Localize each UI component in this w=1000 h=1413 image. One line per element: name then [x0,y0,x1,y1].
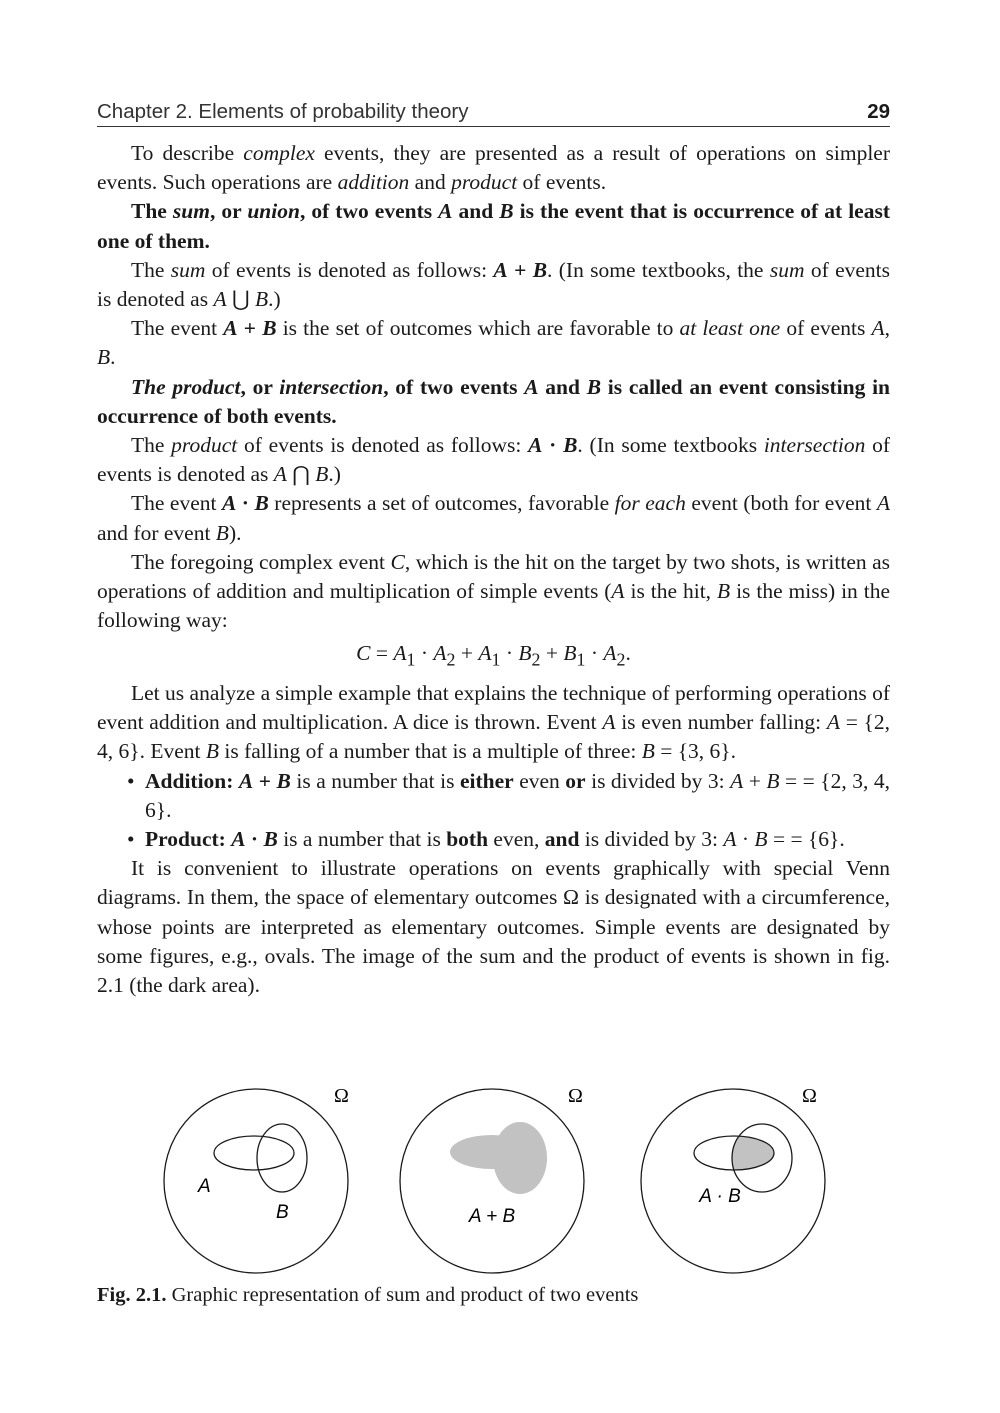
venn-diagram-events [164,1085,349,1273]
bullet-product: • Product: A · B is a number that is both even, and is divided by 3: A · B = = {6}. [127,826,845,851]
paragraph-venn: It is convenient to illustrate operations on events graphically with special Venn diagrams. In them, the space of elementary outcomes Ω is designated with a circumference, whose points are interpreted as elementary outcomes. Simple events are designated by some figures, e.g., ovals. The image of the sum and the product of events is shown in fig. 2.1 (the dark area). [97,856,890,997]
venn-diagrams-svg [150,1080,840,1280]
omega-label: Ω [802,1085,817,1107]
body-text [97,139,890,1000]
sample-space-circle [641,1089,825,1273]
page [97,100,890,1000]
venn-diagram-sum [400,1085,584,1273]
page-number: 29 [867,100,890,123]
sample-space-circle [164,1089,348,1273]
caption-label: Fig. 2.1. [97,1284,167,1306]
formula: $C = A_1 \cdot A_2 + A_1 \cdot B_2 + B_1 \cdot A_2$. [356,641,631,670]
sum-region-oval-b [493,1122,547,1194]
sample-space-circle [400,1089,584,1273]
paragraph-product-notation: The product of events is denoted as follows: A · B. (In some textbooks intersection of events is denoted as A ⋂ B.) [97,433,890,487]
event-b-label: B [276,1202,289,1223]
paragraph-intro: To describe complex events, they are presented as a result of operations on simpler events. Such operations are addition and product of events. [97,141,890,195]
event-a-label: A [198,1176,211,1197]
caption-text: Graphic representation of sum and product of two events [171,1284,639,1306]
running-header [97,100,890,127]
definition-product: The product, or intersection, of two events A and B is called an event consisting in occurrence of both events. [97,374,891,428]
bullet-addition: • Addition: A + B is a number that is either even or is divided by 3: A + B = = {2, 3, 4, 6}. [127,768,890,822]
chapter-title: Chapter 2. Elements of probability theory [97,100,469,123]
paragraph-product-meaning: The event A · B represents a set of outcomes, favorable for each event (both for event A and for event B). [97,491,890,545]
figure-caption [97,1284,638,1307]
event-b-oval [257,1124,307,1192]
sum-label: A + B [468,1206,516,1227]
paragraph-complex-event: The foregoing complex event C, which is the hit on the target by two shots, is written as operations of addition and multiplication of simple events (A is the hit, B is the miss) in the following way: [97,549,891,633]
paragraph-sum-notation: The sum of events is denoted as follows: A + B. (In some textbooks, the sum of events is denoted as A ⋃ B.) [97,257,890,312]
event-a-oval [214,1136,294,1170]
paragraph-example: Let us analyze a simple example that explains the technique of performing operations of event addition and multiplication. A dice is thrown. Event A is even number falling: A = {2, 4, 6}. Event B is falling of a number that is a multiple of three: B = {3, 6}. [97,680,890,764]
venn-diagram-product [641,1085,825,1273]
product-label: A · B [699,1186,741,1207]
definition-sum: The sum, or union, of two events A and B is the event that is occurrence of at least one of them. [97,199,891,253]
venn-figure [150,1080,840,1280]
omega-label: Ω [334,1085,349,1107]
omega-label: Ω [568,1085,583,1107]
paragraph-sum-meaning: The event A + B is the set of outcomes which are favorable to at least one of events A, B. [97,316,891,370]
